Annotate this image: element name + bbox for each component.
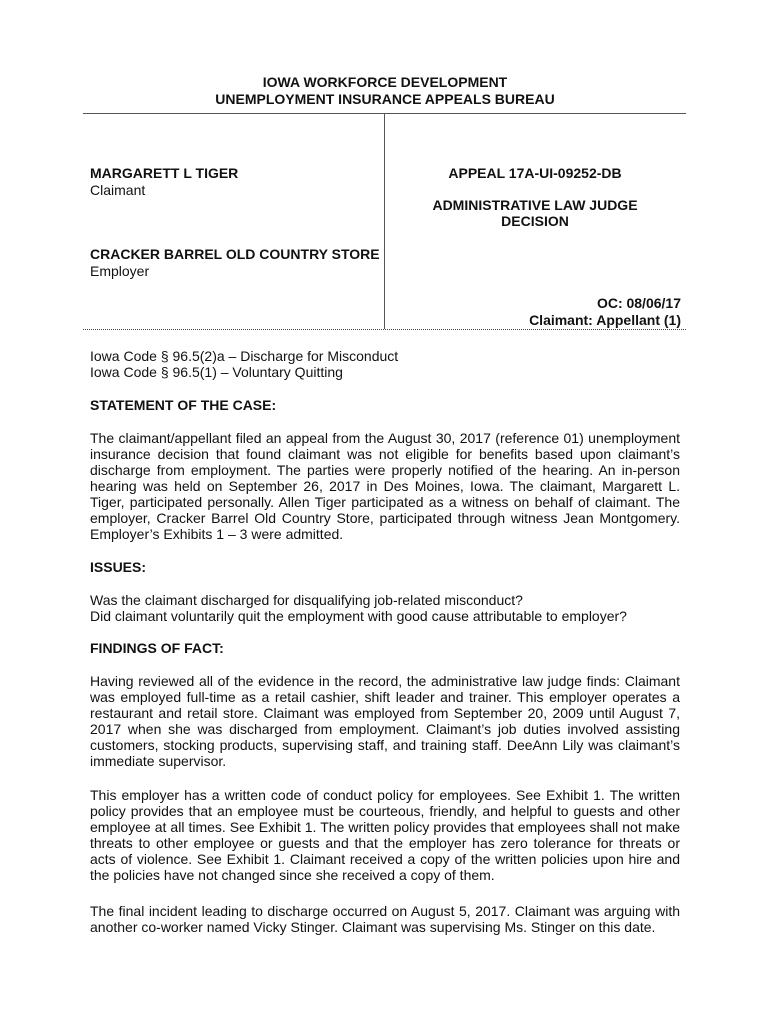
caption-bottom-rule <box>83 329 686 330</box>
findings-paragraph: This employer has a written code of conduct policy for employees. See Exhibit 1. The written policy provides that an employee must be courteous, friendly, and helpful to guests and other employee at all times. See Exhibit 1. The written policy provides that employees shall not make threats to other employee or guests and that the employer has zero tolerance for threats or acts of violence. See Exhibit 1. Claimant received a copy of the written policies upon hire and the policies have not changed since she received a copy of them. <box>90 787 680 883</box>
findings-heading: FINDINGS OF FACT: <box>90 640 224 656</box>
claimant-appellant: Claimant: Appellant (1) <box>529 312 681 328</box>
decision-title-line2: DECISION <box>501 213 569 229</box>
oc-date: OC: 08/06/17 <box>596 295 681 311</box>
issue-line: Was the claimant discharged for disqualifying job-related misconduct? <box>90 592 523 608</box>
caption-divider <box>384 113 385 329</box>
statement-heading: STATEMENT OF THE CASE: <box>90 397 277 413</box>
code-line: Iowa Code § 96.5(2)a – Discharge for Misconduct <box>90 348 399 364</box>
claimant-name: MARGARETT L TIGER <box>90 165 239 181</box>
statement-paragraph: The claimant/appellant filed an appeal from the August 30, 2017 (reference 01) unemployment insurance decision that found claimant was not eligible for benefits based upon claimant’s discharge from employment. The parties were properly notified of the hearing. An in-person hearing was held on September 26, 2017 in Des Moines, Iowa. The claimant, Margarett L. Tiger, participated personally. Allen Tiger participated as a witness on behalf of claimant. The employer, Cracker Barrel Old Country Store, participated through witness Jean Montgomery. Employer’s Exhibits 1 – 3 were admitted. <box>90 430 680 542</box>
claimant-label: Claimant <box>90 182 146 198</box>
findings-paragraph: The final incident leading to discharge occurred on August 5, 2017. Claimant was arguing with another co-worker named Vicky Stinger. Claimant was supervising Ms. Stinger on this date. <box>90 903 680 935</box>
code-line: Iowa Code § 96.5(1) – Voluntary Quitting <box>90 364 343 380</box>
decision-title-line1: ADMINISTRATIVE LAW JUDGE <box>432 197 638 213</box>
employer-label: Employer <box>90 263 150 279</box>
appeal-number: APPEAL 17A-UI-09252-DB <box>448 165 622 181</box>
employer-name: CRACKER BARREL OLD COUNTRY STORE <box>90 246 380 262</box>
agency-title: IOWA WORKFORCE DEVELOPMENT <box>262 74 508 90</box>
findings-paragraph: Having reviewed all of the evidence in the record, the administrative law judge finds: Claimant was employed full-time as a retail cashier, shift leader and trainer. This employer operates a restaurant and retail store. Claimant was employed from September 20, 2009 until August 7, 2017 when she was discharged from employment. Claimant’s job duties involved assisting customers, stocking products, supervising staff, and training staff. DeeAnn Lily was claimant’s immediate supervisor. <box>90 673 680 769</box>
issues-heading: ISSUES: <box>90 559 147 575</box>
bureau-title: UNEMPLOYMENT INSURANCE APPEALS BUREAU <box>215 91 555 107</box>
issue-line: Did claimant voluntarily quit the employment with good cause attributable to employer? <box>90 608 627 624</box>
